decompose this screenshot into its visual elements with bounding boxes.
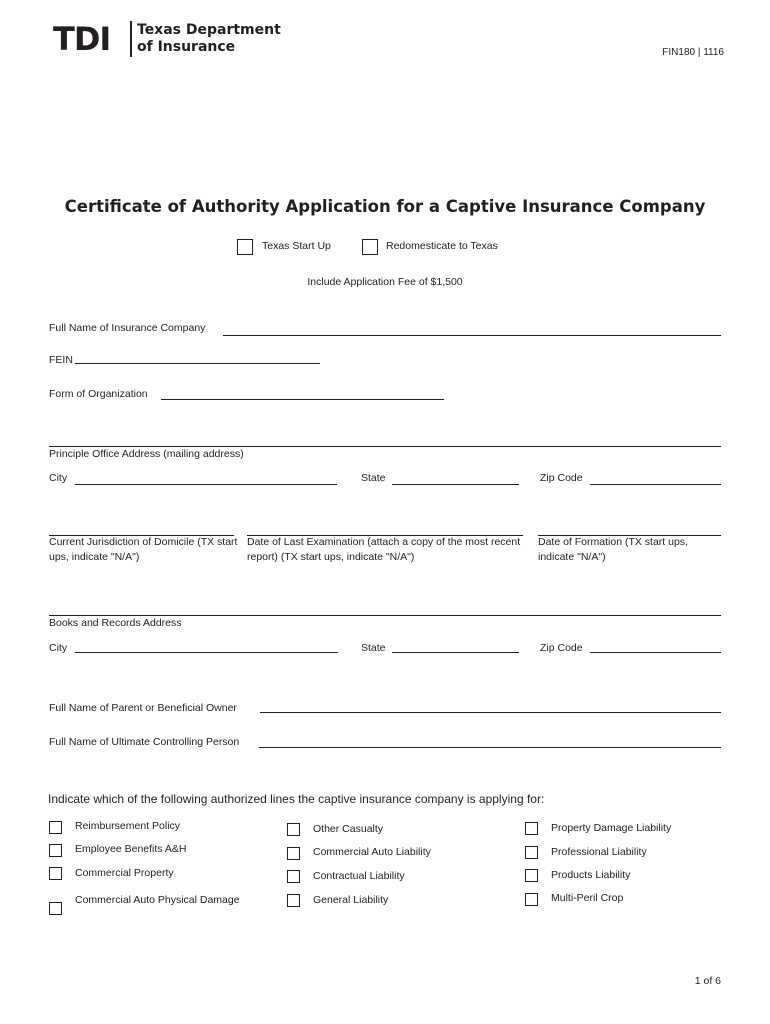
reimbursement-policy-label: Reimbursement Policy (75, 820, 181, 832)
redomesticate-checkbox[interactable] (362, 239, 378, 255)
general-liability-checkbox[interactable] (287, 894, 300, 907)
commercial-property-label: Commercial Property (75, 867, 174, 879)
multi-peril-crop-checkbox[interactable] (525, 893, 538, 906)
principal-office-address-field[interactable] (49, 446, 721, 447)
books-records-address-label: Books and Records Address (49, 617, 182, 629)
books-zip-code-field[interactable] (590, 652, 721, 653)
parent-owner-field[interactable] (260, 712, 721, 713)
zip-code-label: Zip Code (540, 472, 583, 484)
fee-note: Include Application Fee of $1,500 (307, 276, 463, 288)
tdi-logo-mark: TDI (53, 20, 111, 58)
products-liability-checkbox[interactable] (525, 869, 538, 882)
books-city-label: City (49, 642, 68, 654)
logo-line-2: of Insurance (137, 39, 236, 55)
ultimate-controlling-person-label: Full Name of Ultimate Controlling Person (49, 736, 240, 748)
commercial-auto-liability-label: Commercial Auto Liability (313, 846, 431, 858)
page-number: 1 of 6 (694, 975, 721, 987)
property-damage-liability-label: Property Damage Liability (551, 822, 672, 834)
professional-liability-label: Professional Liability (551, 846, 647, 858)
employee-benefits-checkbox[interactable] (49, 844, 62, 857)
city-field[interactable] (75, 484, 337, 485)
redomesticate-label: Redomesticate to Texas (386, 240, 498, 252)
lines-question: Indicate which of the following authorized lines the captive insurance company is applying for: (48, 792, 545, 806)
ultimate-controlling-person-field[interactable] (259, 747, 721, 748)
contractual-liability-checkbox[interactable] (287, 870, 300, 883)
formation-date-label: Date of Formation (TX start ups, indicate "N/A") (538, 536, 688, 563)
zip-code-field[interactable] (590, 484, 721, 485)
form-of-organization-field[interactable] (161, 399, 444, 400)
form-id: FIN180 | 1116 (662, 47, 724, 58)
texas-start-up-label: Texas Start Up (262, 240, 331, 252)
state-label: State (361, 472, 386, 484)
books-city-field[interactable] (75, 652, 338, 653)
fein-label: FEIN (49, 354, 73, 366)
form-of-organization-label: Form of Organization (49, 388, 148, 400)
commercial-auto-physical-damage-checkbox[interactable] (49, 902, 62, 915)
other-casualty-label: Other Casualty (313, 823, 384, 835)
texas-start-up-checkbox[interactable] (237, 239, 253, 255)
general-liability-label: General Liability (313, 894, 389, 906)
logo-agency-name (137, 22, 281, 56)
products-liability-label: Products Liability (551, 869, 631, 881)
commercial-auto-liability-checkbox[interactable] (287, 847, 300, 860)
company-name-label: Full Name of Insurance Company (49, 322, 206, 334)
company-name-field[interactable] (223, 335, 721, 336)
last-examination-label: Date of Last Examination (attach a copy of the most recent report) (TX start ups, indicate "N/A") (247, 536, 521, 563)
parent-owner-label: Full Name of Parent or Beneficial Owner (49, 702, 237, 714)
books-zip-code-label: Zip Code (540, 642, 583, 654)
commercial-auto-physical-damage-label: Commercial Auto Physical Damage (75, 894, 240, 906)
employee-benefits-label: Employee Benefits A&H (75, 843, 187, 855)
contractual-liability-label: Contractual Liability (313, 870, 405, 882)
jurisdiction-label: Current Jurisdiction of Domicile (TX start ups, indicate "N/A") (49, 536, 238, 563)
books-state-label: State (361, 642, 386, 654)
reimbursement-policy-checkbox[interactable] (49, 821, 62, 834)
logo-divider (130, 21, 132, 57)
principal-office-address-label: Principle Office Address (mailing address) (49, 448, 244, 460)
page-title: Certificate of Authority Application for a Captive Insurance Company (64, 197, 706, 216)
books-records-address-field[interactable] (49, 615, 721, 616)
other-casualty-checkbox[interactable] (287, 823, 300, 836)
logo-line-1: Texas Department (137, 22, 281, 38)
state-field[interactable] (392, 484, 519, 485)
property-damage-liability-checkbox[interactable] (525, 822, 538, 835)
multi-peril-crop-label: Multi-Peril Crop (551, 892, 624, 904)
professional-liability-checkbox[interactable] (525, 846, 538, 859)
commercial-property-checkbox[interactable] (49, 867, 62, 880)
fein-field[interactable] (75, 363, 320, 364)
city-label: City (49, 472, 68, 484)
books-state-field[interactable] (392, 652, 519, 653)
